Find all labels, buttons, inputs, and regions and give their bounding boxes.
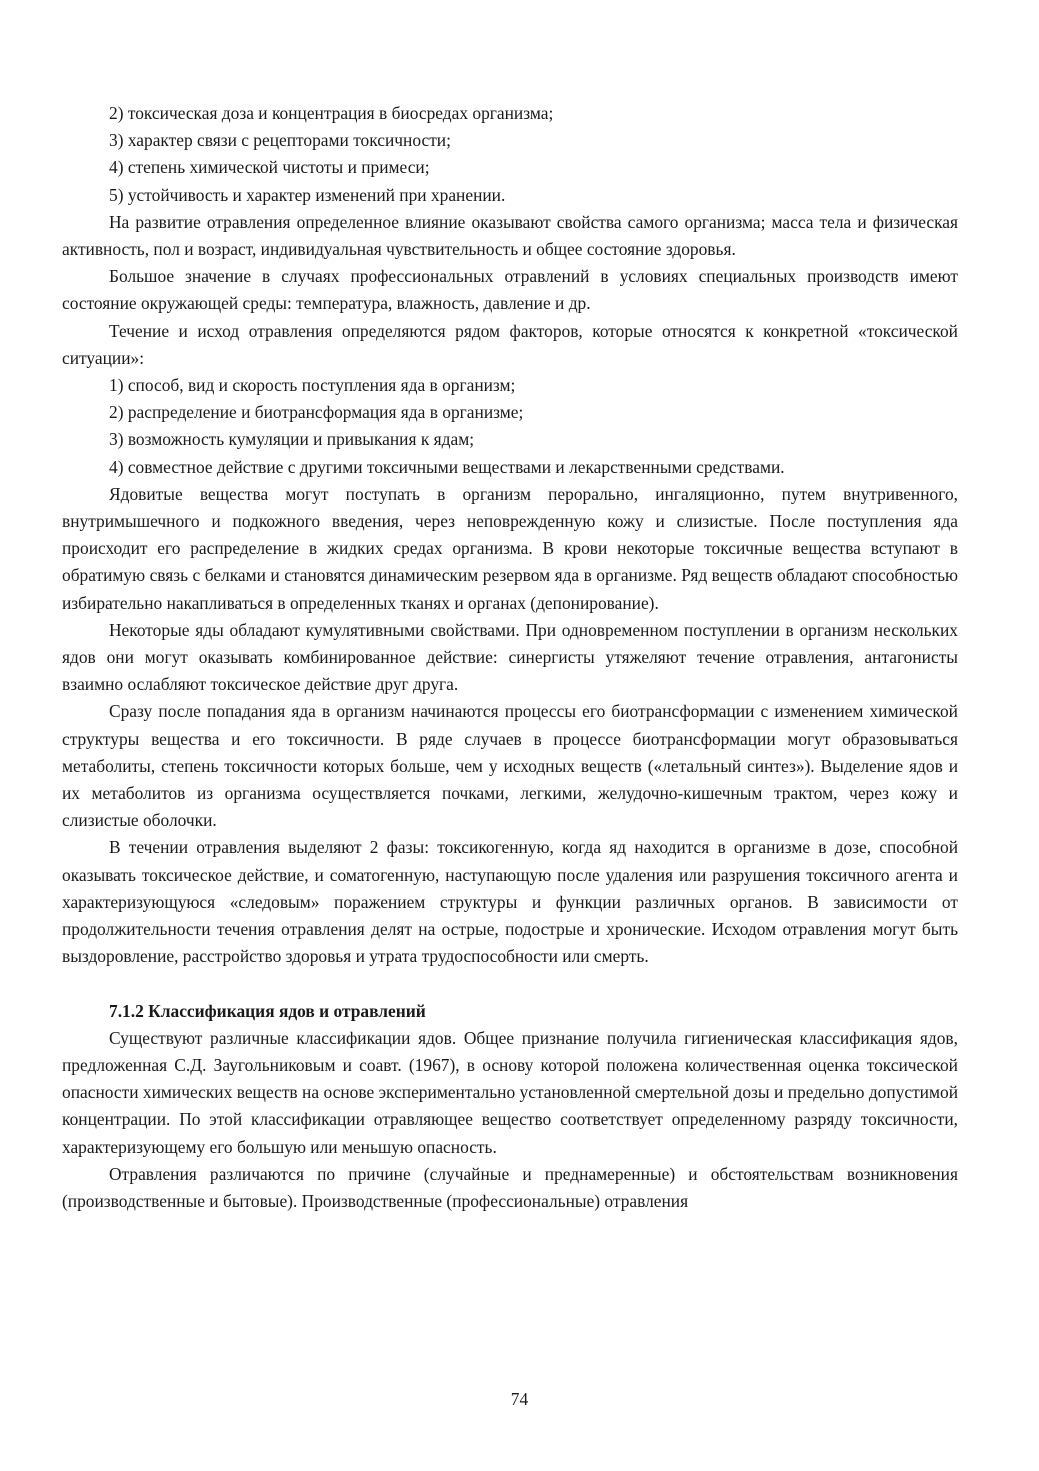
list-item: 3) возможность кумуляции и привыкания к ядам; [109, 429, 475, 450]
paragraph: На развитие отравления определенное влияние оказывают свойства самого организма; масса тела и физическая активность, пол и возраст, индивидуальная чувствительность и общее состояние здоровья. [62, 211, 958, 260]
list-item: 2) распределение и биотрансформация яда в организме; [109, 402, 524, 423]
paragraph: Большое значение в случаях профессиональных отравлений в условиях специальных производств имеют состояние окружающей среды: температура, влажность, давление и др. [62, 266, 958, 314]
page-body [62, 100, 958, 1215]
page-number: 74 [510, 1389, 529, 1409]
paragraph: В течении отравления выделяют 2 фазы: токсикогенную, когда яд находится в организме в дозе, способной оказывать токсическое действие, и соматогенную, наступающую после удаления или разрушения токсичного агента и характеризующуюся «следовым» поражением структуры и функции различных органов. В зависимости от продолжительности течения отравления делят на острые, подострые и хронические. Исходом отравления могут быть выздоровление, расстройство здоровья и утрата трудоспособности или смерть. [62, 837, 958, 967]
list-item: 5) устойчивость и характер изменений при хранении. [109, 184, 506, 205]
list-item: 4) степень химической чистоты и примеси; [109, 157, 430, 178]
paragraph: Сразу после попадания яда в организм начинаются процессы его биотрансформации с изменением химической структуры вещества и его токсичности. В ряде случаев в процессе биотрансформации могут образовываться метаболиты, степень токсичности которых больше, чем у исходных веществ («летальный синтез»). Выделение ядов и их метаболитов из организма осуществляется почками, легкими, желудочно-кишечным трактом, через кожу и слизистые оболочки. [62, 701, 958, 831]
list-item: 1) способ, вид и скорость поступления яда в организм; [109, 375, 516, 396]
paragraph: Некоторые яды обладают кумулятивными свойствами. При одновременном поступлении в организм нескольких ядов они могут оказывать комбинированное действие: синергисты утяжеляют течение отравления, антагонисты взаимно ослабляют токсическое действие друг друга. [62, 619, 958, 695]
section-heading: 7.1.2 Классификация ядов и отравлений [109, 1000, 426, 1021]
list-item: 3) характер связи с рецепторами токсичности; [109, 130, 451, 151]
list-item: 4) совместное действие с другими токсичными веществами и лекарственными средствами. [109, 456, 785, 477]
list-item: 2) токсическая доза и концентрация в биосредах организма; [109, 103, 554, 123]
paragraph: Отравления различаются по причине (случайные и преднамеренные) и обстоятельствам возникновения (производственные и бытовые). Производственные (профессиональные) отравления [62, 1163, 958, 1211]
paragraph: Ядовитые вещества могут поступать в организм перорально, ингаляционно, путем внутривенного, внутримышечного и подкожного введения, через неповрежденную кожу и слизистые. После поступления яда происходит его распределение в жидких средах организма. В крови некоторые токсичные вещества вступают в обратимую связь с белками и становятся динамическим резервом яда в организме. Ряд веществ обладают способностью избирательно накапливаться в определенных тканях и органах (депонирование). [62, 483, 958, 613]
paragraph: Течение и исход отравления определяются рядом факторов, которые относятся к конкретной «токсической ситуации»: [62, 320, 958, 368]
paragraph: Существуют различные классификации ядов. Общее признание получила гигиеническая классификация ядов, предложенная С.Д. Заугольниковым и соавт. (1967), в основу которой положена количественная оценка токсической опасности химических веществ на основе экспериментально установленной смертельной дозы и предельно допустимой концентрации. По этой классификации отравляющее вещество соответствует определенному разряду токсичности, характеризующему его большую или меньшую опасность. [62, 1027, 958, 1157]
